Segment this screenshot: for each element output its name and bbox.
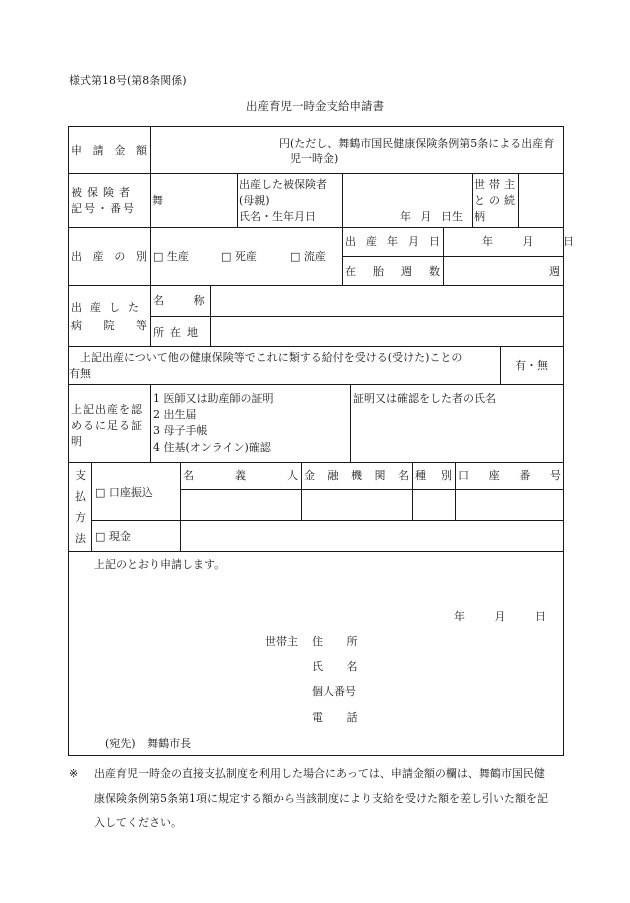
mother-name-input[interactable] [344,176,470,206]
miscarriage-checkbox[interactable]: □ 流産 [290,250,326,263]
amount-label: 申 請 金 額 [71,144,147,157]
mother-label-line3: 氏名・生年月日 [239,210,316,223]
form-title: 出産育児一時金支給申請書 [246,99,384,113]
hospital-name-label: 名 称 [153,294,205,307]
application-statement: 上記のとおり申請します。 [94,558,226,571]
applicant-address-label: 住 所 [312,635,358,648]
relation-label-line1: 世帯主 [474,178,519,191]
hospital-label-line1: 出産した [71,301,147,314]
amount-input-area[interactable] [152,130,276,170]
addressee: (宛先) 舞鶴市長 [105,737,192,750]
proof-item-birth-registration[interactable]: 2 出生届 [153,408,197,421]
bank-name-input[interactable] [303,491,410,519]
certifier-name-label: 証明又は確認をした者の氏名 [353,392,496,405]
relation-input[interactable] [520,176,561,225]
phone-label: 電 話 [312,711,358,724]
note-mark: ※ [69,767,79,780]
proof-item-doctor[interactable]: 1 医師又は助産師の証明 [153,392,274,405]
application-date[interactable]: 年 月 日 [454,610,546,623]
bank-transfer-checkbox[interactable]: □ 口座振込 [95,486,153,499]
form-number: 様式第18号(第8条関係) [69,74,187,87]
account-number-input[interactable] [457,491,561,519]
mother-label-line2: (母親) [239,194,270,207]
mother-label-line1: 出産した被保険者 [239,178,327,191]
bank-name-header: 金 融 機 関 名 [304,469,409,482]
relation-label-line2: との続 [474,194,519,207]
insured-number-value[interactable]: 舞 [152,194,163,207]
amount-text-line2: 児一時金) [290,152,339,165]
account-number-header: 口 座 番 号 [458,469,561,482]
payment-label-char4: 法 [75,532,86,545]
other-benefit-text-line1: 上記出産について他の健康保険等でこれに類する給付を受ける(受けた)ことの [80,351,463,364]
proof-item-maternal-handbook[interactable]: 3 母子手帳 [153,424,208,437]
account-holder-header: 名 義 人 [183,469,298,482]
proof-label-line1: 上記出産を認 [71,403,143,416]
gestation-label: 在 胎 週 数 [345,265,440,278]
hospital-address-input[interactable] [212,319,561,345]
certifier-name-input[interactable] [353,408,561,460]
payment-label-char1: 支 [75,469,86,482]
note-text-line2: 康保険条例第5条第1項に規定する額から当該制度により支給を受けた額を差し引いた額を記 [94,792,548,805]
amount-text-line1: 円(ただし、舞鶴市国民健康保険条例第5条による出産育 [279,137,555,150]
account-holder-input[interactable] [182,491,299,519]
personal-number-label: 個人番号 [312,685,356,698]
note-text-line3: 入してください。 [94,816,182,829]
birth-type-label: 出 産 の 別 [71,250,147,263]
proof-item-residence-registry[interactable]: 4 住基(オンライン)確認 [153,441,271,454]
live-birth-checkbox[interactable]: □ 生産 [153,250,189,263]
note-text-line1: 出産育児一時金の直接支払制度を利用した場合にあっては、申請金額の欄は、舞鶴市国民健 [94,767,545,780]
proof-label-line3: 明 [71,435,82,448]
other-benefit-text-line2: 有無 [69,367,91,380]
applicant-name-label: 氏 名 [312,660,358,673]
birth-date-value[interactable]: 年 月 日 [482,235,574,248]
hospital-name-input[interactable] [212,288,561,314]
birth-date-label: 出 産 年 月 日 [345,235,440,248]
insured-label-line2: 記号・番号 [71,202,136,215]
account-type-input[interactable] [414,491,453,519]
cash-checkbox[interactable]: □ 現金 [95,530,131,543]
stillbirth-checkbox[interactable]: □ 死産 [221,250,257,263]
payment-label-char2: 払 [75,490,86,503]
hospital-address-label: 所在地 [153,326,204,339]
birthdate-suffix: 年 月 日生 [400,210,463,223]
gestation-unit: 週 [549,265,560,278]
payment-label-char3: 方 [75,511,86,524]
account-type-header: 種 別 [415,469,452,482]
insured-label-line1: 被保険者 [71,186,135,199]
relation-label-line3: 柄 [474,210,485,223]
householder-label: 世帯主 [265,635,298,648]
proof-label-line2: めるに足る証 [71,419,143,432]
other-benefit-choice[interactable]: 有・無 [515,359,548,372]
hospital-label-line2: 病 院 等 [71,319,147,332]
